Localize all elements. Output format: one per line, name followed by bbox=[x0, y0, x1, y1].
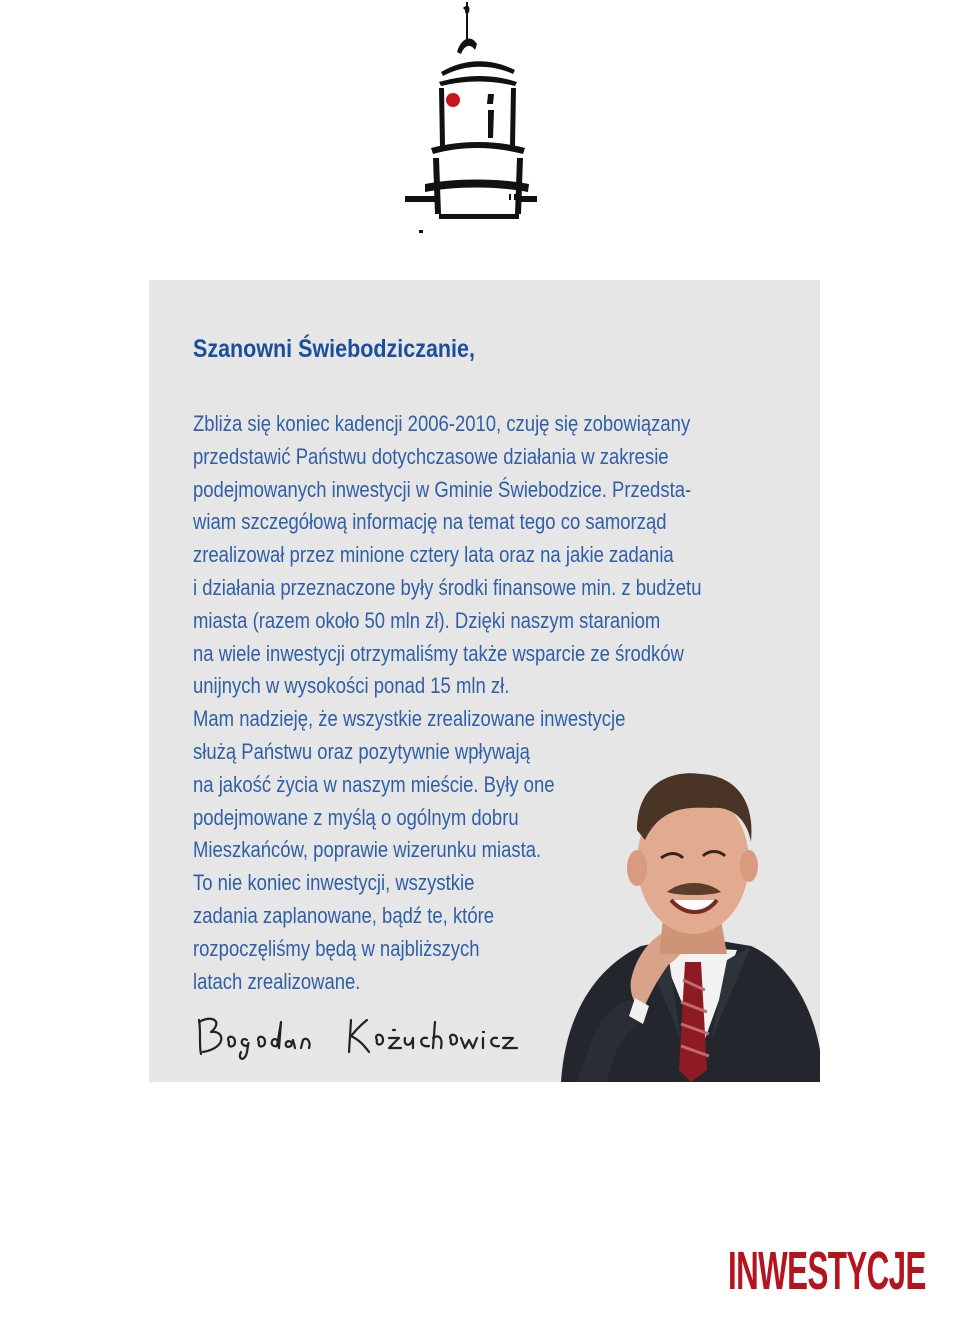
letter-line: Mieszkańców, poprawie wizerunku miasta. bbox=[193, 837, 542, 863]
letter-line: zadania zaplanowane, bądź te, które bbox=[193, 902, 495, 928]
greeting-heading: Szanowni Świebodziczanie, bbox=[193, 335, 475, 363]
letter-line: na wiele inwestycji otrzymaliśmy także wsparcie ze środków bbox=[193, 640, 684, 666]
letter-line: zrealizował przez minione cztery lata oraz na jakie zadania bbox=[193, 542, 674, 568]
letter-line: unijnych w wysokości ponad 15 mln zł. bbox=[193, 673, 510, 699]
letter-line: Zbliża się koniec kadencji 2006-2010, czuję się zobowiązany bbox=[193, 411, 691, 436]
letter-line: To nie koniec inwestycji, wszystkie bbox=[193, 870, 475, 896]
letter-line: wiam szczegółową informację na temat tego co samorząd bbox=[193, 509, 667, 535]
handwritten-signature bbox=[191, 1008, 531, 1068]
mayor-portrait bbox=[551, 750, 820, 1082]
letter-line: latach zrealizowane. bbox=[193, 968, 361, 994]
letter-line: miasta (razem około 50 mln zł). Dzięki naszym staraniom bbox=[193, 607, 661, 633]
letter-line: podejmowane z myślą o ogólnym dobru bbox=[193, 804, 519, 830]
letter-line: na jakość życia w naszym mieście. Były one bbox=[193, 771, 555, 797]
section-badge bbox=[728, 1241, 928, 1301]
letter-panel bbox=[149, 280, 820, 1082]
letter-line: Mam nadzieję, że wszystkie zrealizowane inwestycje bbox=[193, 706, 626, 732]
letter-line: i działania przeznaczone były środki finansowe min. z budżetu bbox=[193, 574, 702, 600]
city-tower-logo bbox=[395, 0, 540, 238]
letter-line: rozpoczęliśmy będą w najbliższych bbox=[193, 935, 480, 961]
section-badge-label: INWESTYCJE bbox=[728, 1241, 926, 1301]
letter-line: służą Państwu oraz pozytywnie wpływają bbox=[193, 738, 530, 764]
letter-line: przedstawić Państwu dotychczasowe działania w zakresie bbox=[193, 443, 669, 469]
letter-line: podejmowanych inwestycji w Gminie Świebodzice. Przedsta- bbox=[193, 476, 692, 502]
